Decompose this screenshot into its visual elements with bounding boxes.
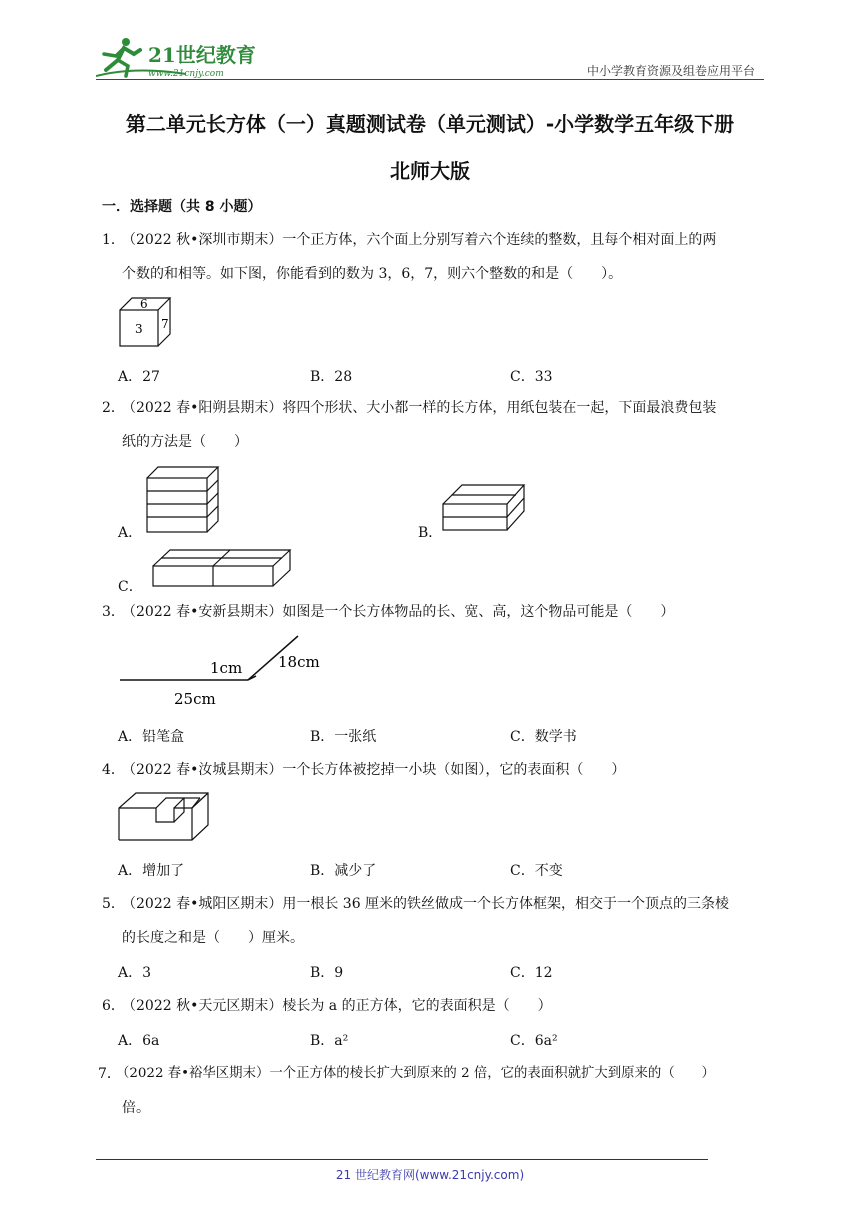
- option-b[interactable]: B．9: [310, 965, 344, 981]
- question-number: 5．: [102, 896, 125, 912]
- question-text: 的长度之和是（ ）厘米。: [122, 930, 304, 946]
- option-c[interactable]: C．33: [510, 369, 553, 385]
- option-a[interactable]: A．27: [118, 369, 160, 385]
- logo-url-text: www.21cnjy.com: [148, 69, 224, 79]
- height-label: 1cm: [210, 659, 243, 677]
- option-c[interactable]: C．12: [510, 965, 553, 981]
- option-c[interactable]: C．: [118, 579, 143, 595]
- question-text: （2022 秋•天元区期末）棱长为 a 的正方体，它的表面积是（ ）: [122, 998, 552, 1014]
- cube-front-label: 3: [135, 322, 143, 336]
- question-text: （2022 春•裕华区期末）一个正方体的棱长扩大到原来的 2 倍，它的表面积就扩大到原来的（ ）: [116, 1066, 715, 1081]
- section-heading: 一．选择题（共 8 小题）: [102, 199, 262, 215]
- question-text: 个数的和相等。如下图，你能看到的数为 3，6，7，则六个整数的和是（ ）。: [122, 266, 623, 282]
- question-number: 7．: [98, 1066, 121, 1082]
- option-a[interactable]: A．6a: [118, 1033, 160, 1049]
- question-number: 1．: [102, 232, 125, 248]
- question-number: 6．: [102, 998, 125, 1014]
- option-a[interactable]: A．铅笔盒: [118, 729, 185, 745]
- logo-main-text: 21世纪教育: [148, 43, 256, 67]
- stacked-boxes-figure: [146, 466, 220, 534]
- option-c[interactable]: C．不变: [510, 863, 563, 879]
- question-text: （2022 秋•深圳市期末）一个正方体，六个面上分别写着六个连续的整数，且每个相对面上的两: [122, 232, 717, 248]
- question-text: （2022 春•阳朔县期末）将四个形状、大小都一样的长方体，用纸包装在一起，下面最浪费包装: [122, 400, 717, 416]
- platform-name: 中小学教育资源及组卷应用平台: [586, 64, 755, 78]
- footer-text[interactable]: 21 世纪教育网(www.21cnjy.com): [335, 1168, 525, 1182]
- width-label: 18cm: [278, 653, 320, 671]
- two-by-two-boxes-figure: [442, 484, 526, 532]
- question-text: 倍。: [122, 1100, 150, 1116]
- option-a[interactable]: A．: [118, 525, 143, 541]
- option-b[interactable]: B．a²: [310, 1033, 349, 1049]
- header-divider: [96, 79, 764, 80]
- page-title-line1: 第二单元长方体（一）真题测试卷（单元测试）-小学数学五年级下册: [125, 112, 735, 136]
- logo: [96, 36, 266, 80]
- question-number: 4．: [102, 762, 125, 778]
- cut-cuboid-figure: [118, 792, 210, 842]
- option-a[interactable]: A．增加了: [118, 863, 185, 879]
- dimensions-figure: [118, 630, 330, 710]
- cube-top-label: 6: [140, 297, 148, 311]
- option-b[interactable]: B．减少了: [310, 863, 377, 879]
- question-number: 2．: [102, 400, 125, 416]
- option-c[interactable]: C．数学书: [510, 729, 577, 745]
- footer-divider: [96, 1159, 708, 1160]
- question-text: 纸的方法是（ ）: [122, 434, 248, 450]
- page-title-line2: 北师大版: [390, 159, 470, 183]
- option-b[interactable]: B．: [418, 525, 443, 541]
- question-text: （2022 春•城阳区期末）用一根长 36 厘米的铁丝做成一个长方体框架，相交于一个顶点的三条棱: [122, 896, 730, 912]
- cube-figure: [118, 296, 174, 350]
- option-b[interactable]: B．28: [310, 369, 353, 385]
- option-c[interactable]: C．6a²: [510, 1033, 558, 1049]
- question-text: （2022 春•安新县期末）如图是一个长方体物品的长、宽、高，这个物品可能是（ ）: [122, 604, 675, 620]
- question-number: 3．: [102, 604, 125, 620]
- option-a[interactable]: A．3: [118, 965, 152, 981]
- flat-boxes-figure: [152, 548, 292, 588]
- option-b[interactable]: B．一张纸: [310, 729, 377, 745]
- question-text: （2022 春•汝城县期末）一个长方体被挖掉一小块（如图），它的表面积（ ）: [122, 762, 626, 778]
- cube-side-label: 7: [161, 317, 169, 331]
- length-label: 25cm: [174, 690, 216, 708]
